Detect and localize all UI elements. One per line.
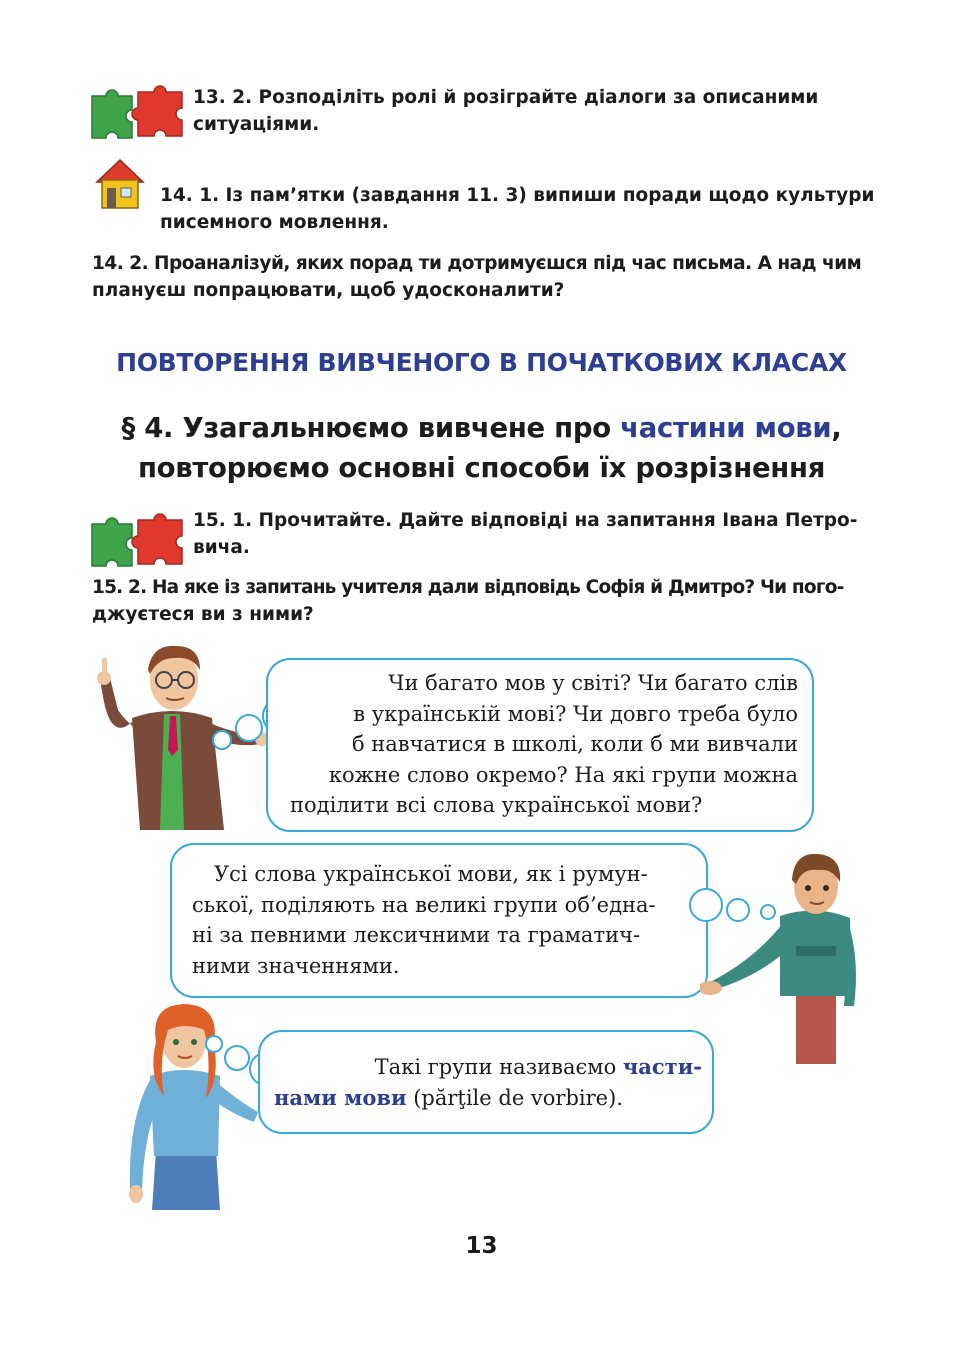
task-14-1-line2: писемного мовлення. [160, 212, 389, 233]
task-15-2-line1: 15. 2. На яке із запитань учителя дали відповідь Софія й Дмитро? Чи пого- [92, 577, 844, 598]
thought-bubble-dot [205, 1035, 223, 1053]
task-15-1-line1: 15. 1. Прочитайте. Дайте відповіді на запитання Івана Петро- [193, 510, 858, 531]
boy-illustration [700, 850, 860, 1065]
teacher-speech-bubble [266, 658, 814, 832]
house-icon [95, 158, 145, 210]
paragraph-title-line2: повторюємо основні способи їх розрізнення [137, 452, 826, 484]
teacher-line-3: б навчатися в школі, коли б ми вивчали [351, 732, 798, 756]
thought-bubble-dot [212, 730, 232, 750]
teacher-line-2: в українській мові? Чи довго треба було [353, 701, 798, 726]
teacher-line-4: кожне слово окремо? На які групи можна [328, 762, 798, 787]
task-14-1-line1: 14. 1. Із пам’ятки (завдання 11. 3) випиши поради щодо культури [160, 185, 875, 206]
page-number: 13 [465, 1233, 498, 1259]
girl-illustration [120, 1000, 260, 1212]
boy-line-3: ні за певними лексичними та граматич- [192, 923, 641, 947]
girl-term-2: нами мови [274, 1084, 407, 1110]
puzzle-pieces-icon [88, 84, 188, 142]
task-13-2-line1: 13. 2. Розподіліть ролі й розіграйте діалоги за описаними [193, 87, 819, 108]
boy-speech-bubble [170, 843, 708, 998]
paragraph-title-highlight: частини мови [620, 412, 832, 444]
thought-bubble-dot [235, 714, 263, 742]
paragraph-title-suffix: , [831, 412, 842, 444]
teacher-line-1: Чи багато мов у світі? Чи багато слів [388, 671, 798, 695]
teacher-line-5: поділити всі слова української мови? [290, 793, 703, 817]
task-15-1-line2: вича. [193, 537, 250, 558]
thought-bubble-dot [224, 1045, 250, 1071]
boy-line-1: Усі слова української мови, як і румун- [214, 862, 648, 886]
section-title: ПОВТОРЕННЯ ВИВЧЕНОГО В ПОЧАТКОВИХ КЛАСАХ [116, 348, 847, 377]
girl-term-1: части- [622, 1054, 702, 1079]
girl-line-2 [274, 1083, 702, 1114]
girl-line-1 [274, 1052, 702, 1083]
girl-text-1: Такі групи називаємо [374, 1055, 623, 1079]
boy-line-4: ними значеннями. [192, 953, 400, 978]
task-14-2-line2: плануєш попрацювати, щоб удосконалити? [92, 280, 565, 301]
paragraph-title [0, 408, 963, 488]
task-14-2-line1: 14. 2. Проаналізуй, яких порад ти дотримуєшся під час письма. А над чим [92, 253, 862, 274]
task-13-2-line2: ситуаціями. [193, 114, 320, 135]
girl-speech-bubble [258, 1030, 714, 1134]
task-15-2-line2: джуєтеся ви з ними? [92, 604, 314, 625]
boy-line-2: ської, поділяють на великі групи об’една- [192, 892, 656, 917]
paragraph-title-prefix: § 4. Узагальнюємо вивчене про [121, 412, 621, 444]
girl-text-2: (părţile de vorbire). [406, 1085, 623, 1110]
puzzle-pieces-icon [88, 512, 188, 570]
